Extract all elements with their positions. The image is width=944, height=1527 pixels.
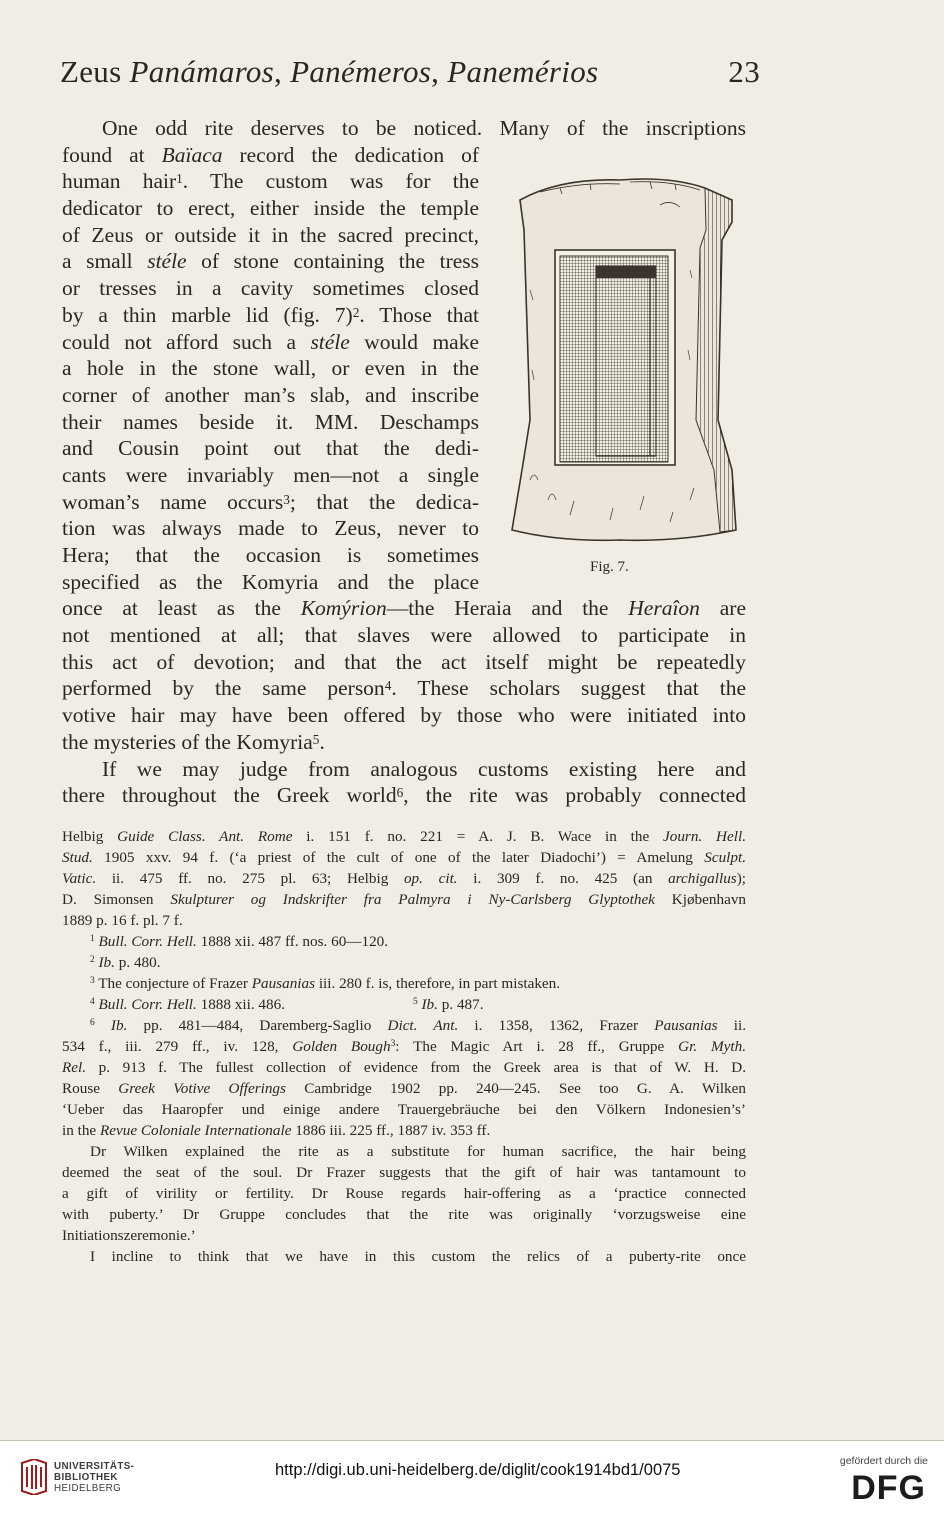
- note-paragraph-line: a gift of virility or fertility. Dr Rouse regards hair-offering as a ‘practice connected: [62, 1185, 746, 1202]
- text-line: or tresses in a cavity sometimes closed: [62, 276, 479, 301]
- library-logo-icon: [20, 1459, 48, 1495]
- text-line: performed by the same person$^4$. These scholars suggest that the: [62, 676, 746, 701]
- footnote-6: $^6$ Ib. pp. 481—484, Daremberg-Saglio Dict. Ant. i. 1358, 1362, Frazer Pausanias ii.: [90, 1017, 747, 1034]
- running-head: [60, 50, 760, 94]
- text-line: once at least as the Komýrion—the Heraia and the Heraîon are: [62, 596, 746, 621]
- text-line: and Cousin point out that the dedi-: [62, 436, 479, 461]
- text-line: not mentioned at all; that slaves were allowed to participate in: [62, 623, 746, 648]
- footnote-3: $^3$ The conjecture of Frazer Pausanias iii. 280 f. is, therefore, in part mistaken.: [90, 975, 561, 992]
- text-line: found at Baïaca record the dedication of: [62, 142, 479, 167]
- text-line: could not afford such a stéle would make: [62, 329, 479, 354]
- text-line: of Zeus or outside it in the sacred precinct,: [62, 222, 479, 247]
- text-line: woman’s name occurs$^3$; that the dedica-: [62, 489, 479, 514]
- dfg-logo: DFG: [851, 1469, 926, 1507]
- page-number: 23: [728, 54, 760, 89]
- header-epithet-1: Panámaros: [129, 54, 275, 89]
- text-line: the mysteries of the Komyria$^5$.: [62, 729, 325, 754]
- figure-caption: Fig. 7.: [590, 559, 629, 575]
- note-paragraph-line: with puberty.’ Dr Gruppe concludes that the rite was originally ‘vorzugsweise eine: [62, 1206, 746, 1223]
- note-line: 534 f., iii. 279 ff., iv. 128, Golden Bough$^3$: The Magic Art i. 28 ff., Gruppe Gr. Myth.: [62, 1038, 746, 1055]
- text-line: corner of another man’s slab, and inscribe: [62, 382, 479, 407]
- note-paragraph-line: deemed the seat of the soul. Dr Frazer suggests that the gift of hair was tantamount to: [62, 1164, 746, 1181]
- text-line: by a thin marble lid (fig. 7)$^2$. Those that: [62, 302, 479, 327]
- note-paragraph-line: Initiationszeremonie.’: [62, 1227, 196, 1244]
- figure-stele: [500, 170, 750, 550]
- text-line: If we may judge from analogous customs existing here and: [102, 756, 746, 781]
- footnote-2: $^2$ Ib. p. 480.: [90, 954, 161, 971]
- text-line: votive hair may have been offered by those who were initiated into: [62, 703, 746, 728]
- note-line: ‘Ueber das Haaropfer und einige andere Trauergebräuche bei den Völkern Indonesien’s’: [62, 1101, 746, 1118]
- text-line: a hole in the stone wall, or even in the: [62, 356, 479, 381]
- digitization-footer: [0, 1440, 944, 1527]
- text-line: this act of devotion; and that the act itself might be repeatedly: [62, 649, 746, 674]
- note-line: Stud. 1905 xxv. 94 f. (‘a priest of the cult of one of the later Diadochi’) = Amelung Sculpt.: [62, 849, 746, 866]
- note-line: 1889 p. 16 f. pl. 7 f.: [62, 912, 183, 929]
- text-line: One odd rite deserves to be noticed. Many of the inscriptions: [102, 116, 746, 140]
- text-line: dedicator to erect, either inside the temple: [62, 196, 479, 221]
- header-zeus: Zeus: [60, 54, 130, 89]
- footnote-1: $^1$ Bull. Corr. Hell. 1888 xii. 487 ff. nos. 60—120.: [90, 933, 389, 950]
- source-url-link[interactable]: http://digi.ub.uni-heidelberg.de/diglit/cook1914bd1/0075: [275, 1461, 681, 1479]
- note-line: Rouse Greek Votive Offerings Cambridge 1902 pp. 240—245. See too G. A. Wilken: [62, 1080, 746, 1097]
- text-line: human hair$^1$. The custom was for the: [62, 169, 479, 194]
- text-line: there throughout the Greek world$^6$, the rite was probably connected: [62, 783, 746, 808]
- header-sep: ,: [274, 54, 291, 89]
- note-paragraph-line: I incline to think that we have in this custom the relics of a puberty-rite once: [90, 1248, 746, 1265]
- stele-illustration: [500, 170, 750, 550]
- note-line: Vatic. ii. 475 ff. no. 275 pl. 63; Helbig op. cit. i. 309 f. no. 425 (an archigallus);: [62, 870, 746, 887]
- note-line: in the Revue Coloniale Internationale 1886 iii. 225 ff., 1887 iv. 353 ff.: [62, 1122, 491, 1139]
- text-line: a small stéle of stone containing the tress: [62, 249, 480, 274]
- text-line: specified as the Komyria and the place: [62, 569, 479, 594]
- note-paragraph-line: Dr Wilken explained the rite as a substitute for human sacrifice, the hair being: [90, 1143, 746, 1160]
- note-line: D. Simonsen Skulpturer og Indskrifter fra Palmyra i Ny-Carlsberg Glyptothek Kjøbenhavn: [62, 891, 747, 908]
- header-sep: ,: [431, 54, 448, 89]
- footnote-4-5: $^4$ Bull. Corr. Hell. 1888 xii. 486. $^5$ Ib. p. 487.: [90, 996, 484, 1013]
- note-line: Rel. p. 913 f. The fullest collection of evidence from the Greek area is that of W. H. D.: [62, 1059, 746, 1076]
- footnotes: [62, 826, 746, 1267]
- header-epithet-2: Panémeros: [290, 54, 432, 89]
- text-line: their names beside it. MM. Deschamps: [62, 409, 479, 434]
- funded-by-label: gefördert durch die: [839, 1455, 928, 1467]
- library-name: UNIVERSITÄTS- BIBLIOTHEK HEIDELBERG: [54, 1461, 135, 1494]
- header-epithet-3: Panemérios: [447, 54, 599, 89]
- text-line: cants were invariably men—not a single: [62, 462, 479, 487]
- text-line: tion was always made to Zeus, never to: [62, 516, 479, 541]
- note-line: Helbig Guide Class. Ant. Rome i. 151 f. no. 221 = A. J. B. Wace in the Journ. Hell.: [62, 828, 746, 845]
- text-line: Hera; that the occasion is sometimes: [62, 543, 479, 567]
